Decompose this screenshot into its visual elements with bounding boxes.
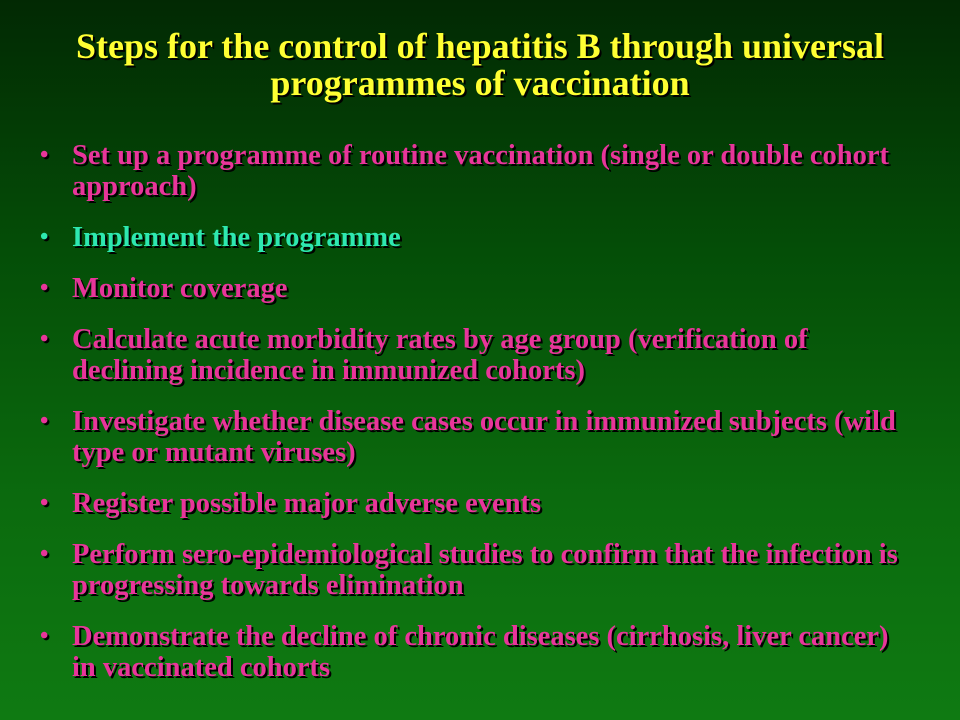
bullet-text: Investigate whether disease cases occur in immunized subjects (wild type or mutant viruses) — [72, 406, 896, 468]
bullet-item — [38, 406, 918, 468]
bullet-item — [38, 539, 918, 601]
bullet-list — [38, 140, 918, 703]
bullet-text: Demonstrate the decline of chronic diseases (cirrhosis, liver cancer) in vaccinated cohorts — [72, 621, 889, 683]
bullet-item — [38, 273, 918, 304]
bullet-item — [38, 621, 918, 683]
bullet-dot-icon: • — [40, 490, 49, 516]
bullet-dot-icon: • — [40, 142, 49, 168]
bullet-text: Perform sero-epidemiological studies to confirm that the infection is progressing towards elimination — [72, 539, 898, 601]
bullet-dot-icon: • — [40, 623, 49, 649]
bullet-dot-icon: • — [40, 541, 49, 567]
bullet-text: Implement the programme — [72, 222, 401, 253]
bullet-dot-icon: • — [40, 408, 49, 434]
bullet-text: Monitor coverage — [72, 273, 288, 304]
bullet-item — [38, 222, 918, 253]
bullet-text: Register possible major adverse events — [72, 488, 542, 519]
bullet-text: Calculate acute morbidity rates by age group (verification of declining incidence in immunized cohorts) — [72, 324, 808, 386]
bullet-item — [38, 140, 918, 202]
bullet-text: Set up a programme of routine vaccination (single or double cohort approach) — [72, 140, 889, 202]
bullet-dot-icon: • — [40, 224, 49, 250]
slide-title: Steps for the control of hepatitis B through universal programmes of vaccination — [75, 26, 885, 103]
bullet-item — [38, 324, 918, 386]
bullet-dot-icon: • — [40, 326, 49, 352]
bullet-dot-icon: • — [40, 275, 49, 301]
bullet-item — [38, 488, 918, 519]
